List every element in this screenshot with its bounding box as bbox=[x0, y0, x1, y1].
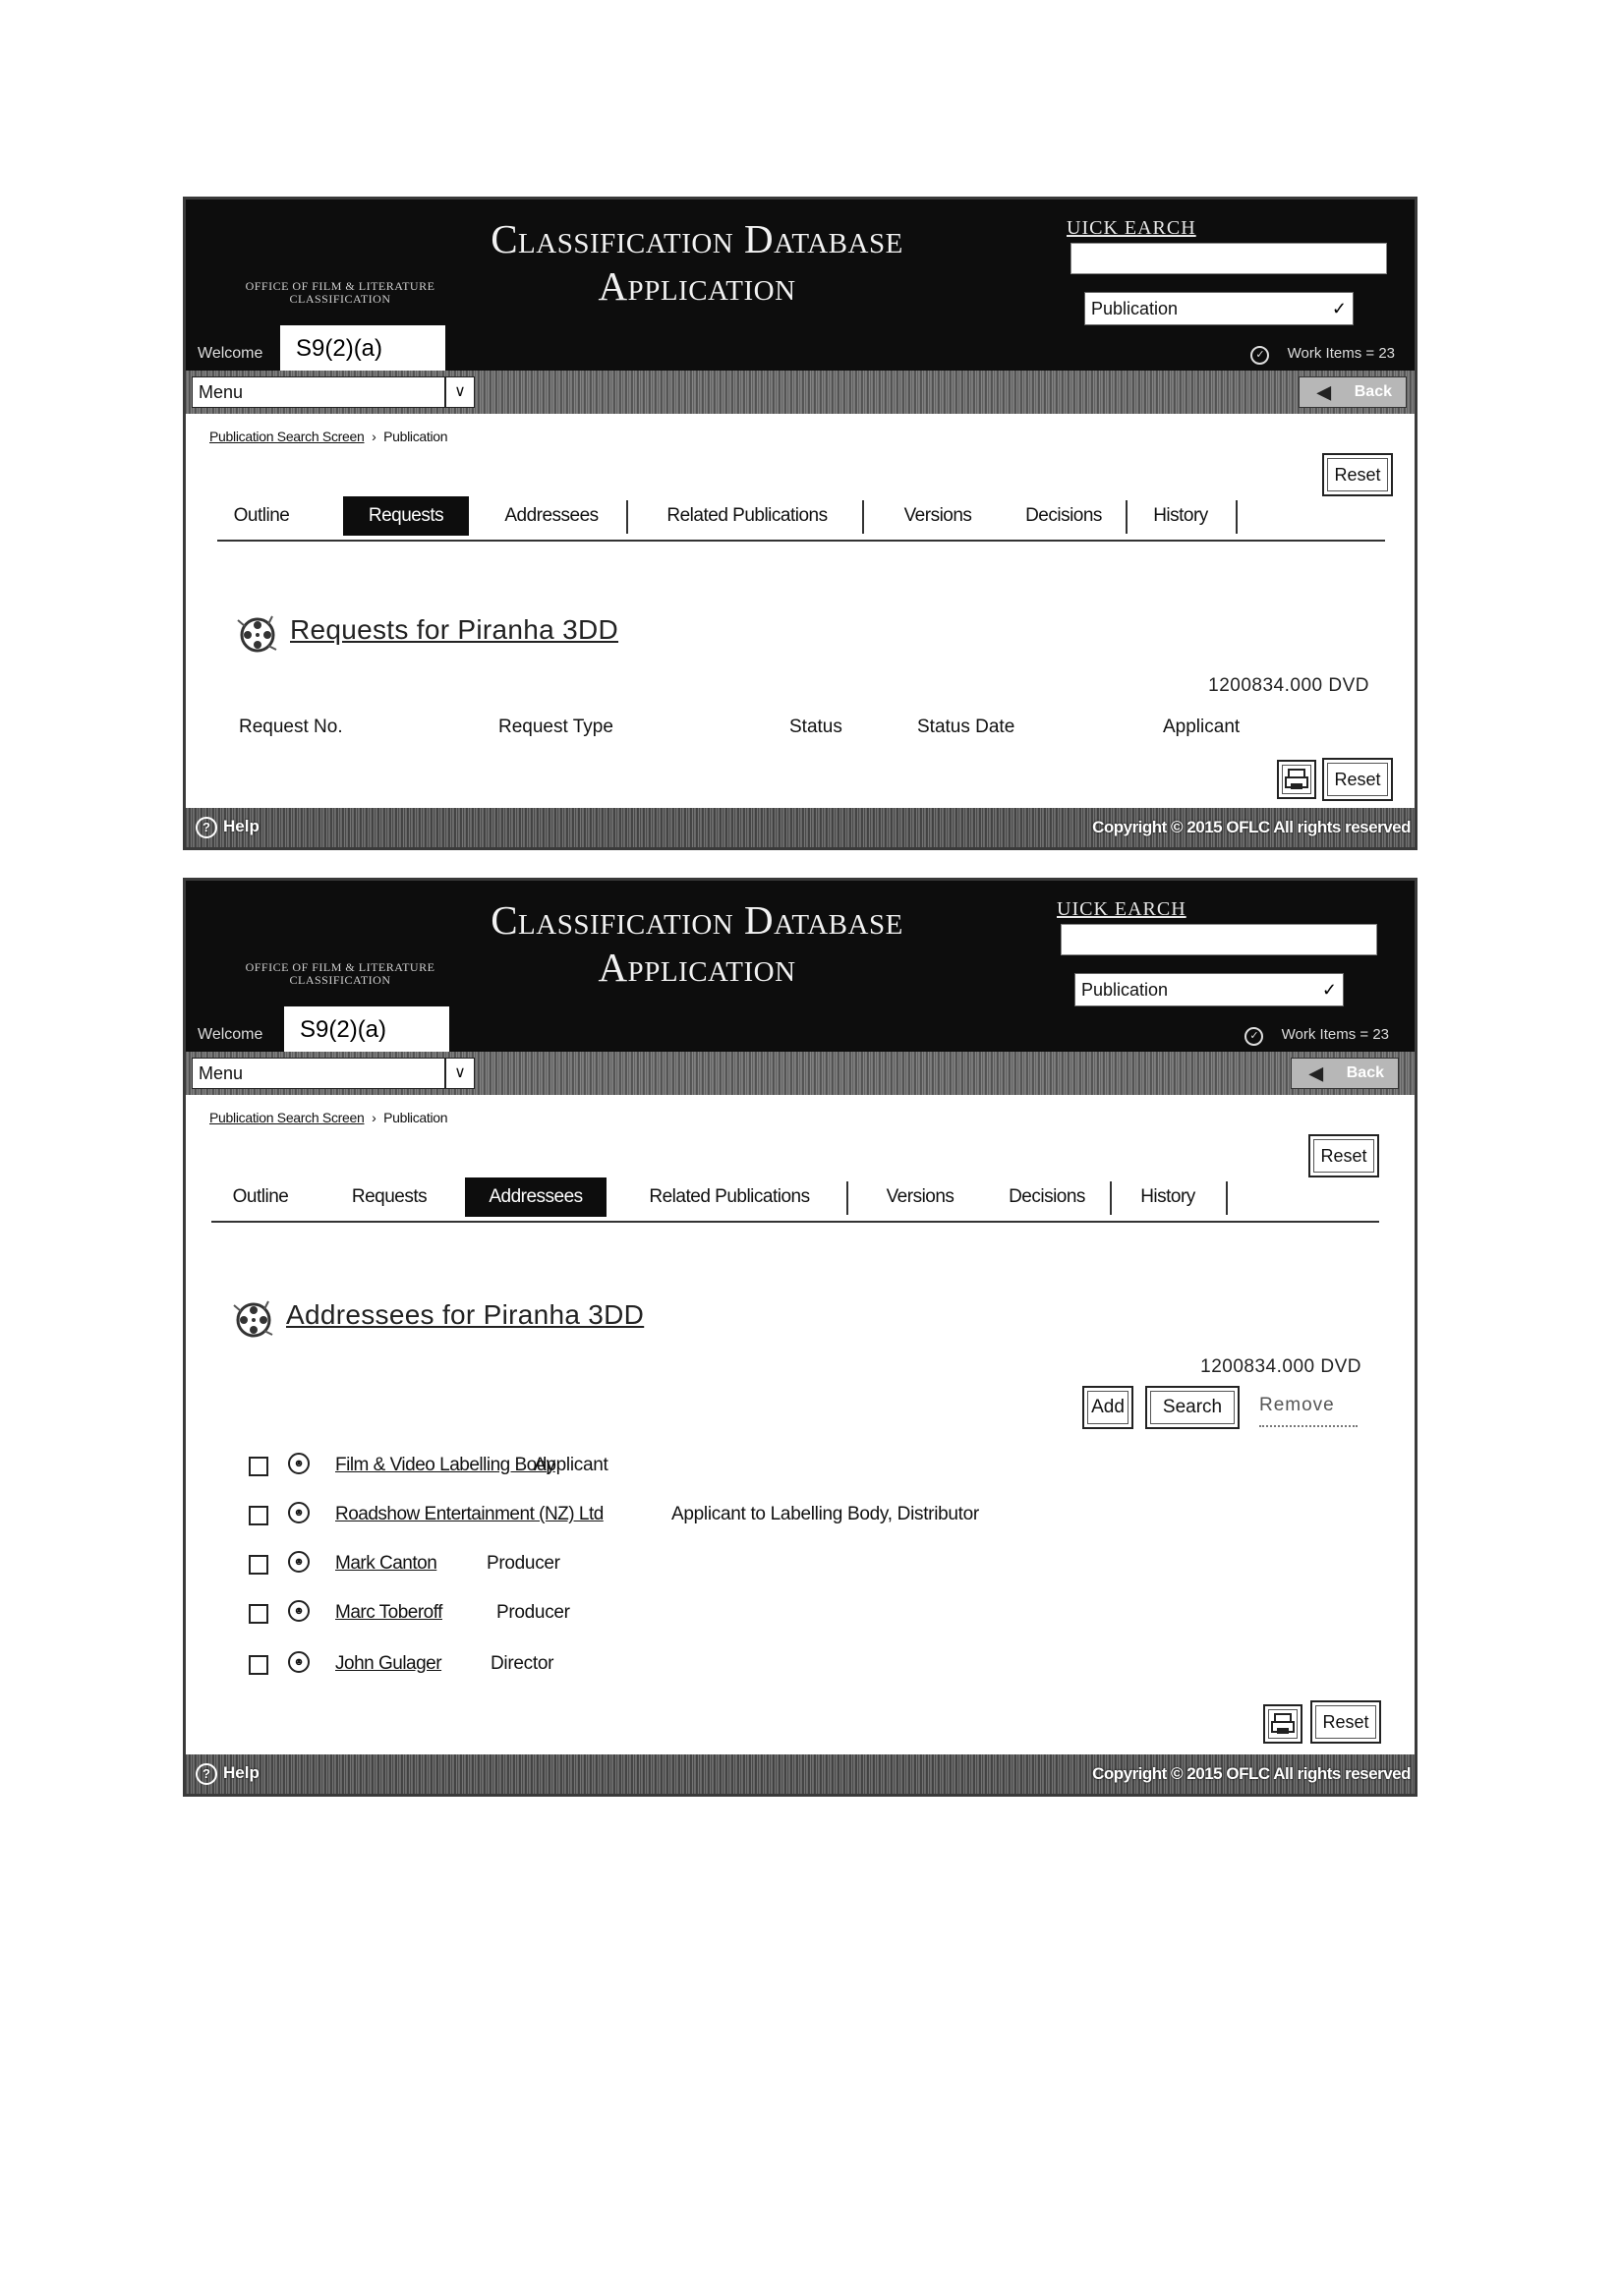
menu-select[interactable] bbox=[192, 376, 475, 408]
addressee-role: Producer bbox=[496, 1602, 570, 1623]
breadcrumb bbox=[209, 1110, 447, 1125]
tab-divider bbox=[1110, 1181, 1112, 1215]
column-header-request-no: Request No. bbox=[239, 717, 343, 737]
tab-versions[interactable]: Versions bbox=[886, 1186, 955, 1207]
app-header bbox=[186, 200, 1415, 337]
org-name-line2: CLASSIFICATION bbox=[289, 292, 391, 306]
app-title-line1: Classification Database bbox=[491, 897, 903, 943]
org-name-line2: CLASSIFICATION bbox=[289, 973, 391, 987]
back-button-label: Back bbox=[1354, 383, 1392, 400]
tab-versions[interactable]: Versions bbox=[903, 505, 972, 526]
search-button[interactable]: Search bbox=[1145, 1386, 1240, 1429]
tab-related-publications[interactable]: Related Publications bbox=[666, 505, 828, 526]
addressee-checkbox[interactable] bbox=[249, 1655, 268, 1675]
breadcrumb-current: Publication bbox=[383, 429, 448, 444]
section-title-text: Requests for Piranha 3DD bbox=[290, 614, 619, 645]
addressee-icon: ☻ bbox=[288, 1502, 310, 1523]
back-button[interactable] bbox=[1291, 1058, 1399, 1089]
back-button-label: Back bbox=[1346, 1064, 1384, 1081]
addressee-icon: ☻ bbox=[288, 1453, 310, 1474]
chevron-down-icon: ✓ bbox=[1331, 299, 1347, 318]
addressees-screen-panel bbox=[183, 878, 1418, 1797]
copyright-text: Copyright © 2015 OFLC All rights reserved bbox=[1092, 818, 1411, 836]
column-header-status: Status bbox=[789, 717, 842, 737]
search-type-value: Publication bbox=[1091, 299, 1179, 318]
menu-select-value: Menu bbox=[199, 1063, 244, 1083]
redaction-label: S9(2)(a) bbox=[284, 1006, 449, 1054]
add-button[interactable]: Add bbox=[1082, 1386, 1133, 1429]
tab-history[interactable]: History bbox=[1153, 505, 1208, 526]
app-title-line1: Classification Database bbox=[491, 216, 903, 261]
addressee-name-link[interactable]: Film & Video Labelling Body bbox=[335, 1455, 555, 1475]
app-title bbox=[432, 215, 962, 310]
search-type-select[interactable] bbox=[1084, 292, 1354, 325]
addressee-name-link[interactable]: Roadshow Entertainment (NZ) Ltd bbox=[335, 1504, 604, 1524]
tab-outline[interactable]: Outline bbox=[233, 505, 290, 526]
addressee-icon: ☻ bbox=[288, 1651, 310, 1673]
printer-icon bbox=[1265, 1706, 1301, 1742]
printer-icon bbox=[1279, 762, 1314, 797]
addressee-role: Producer bbox=[487, 1553, 560, 1574]
addressee-role: Applicant bbox=[534, 1455, 608, 1475]
tab-bar bbox=[217, 496, 1385, 542]
reset-button-bottom[interactable]: Reset bbox=[1310, 1700, 1381, 1744]
tab-addressees[interactable]: Addressees bbox=[465, 1177, 607, 1217]
work-items-count: Work Items = 23 bbox=[1281, 1026, 1389, 1043]
work-items-link[interactable] bbox=[1250, 345, 1395, 365]
app-title bbox=[432, 896, 962, 991]
org-name-line1: OFFICE OF FILM & LITERATURE bbox=[245, 960, 435, 974]
search-type-select[interactable] bbox=[1074, 973, 1344, 1006]
section-title-text: Addressees for Piranha 3DD bbox=[286, 1299, 645, 1330]
welcome-label: Welcome bbox=[198, 1026, 263, 1043]
breadcrumb-link-publication-search[interactable]: Publication Search Screen bbox=[209, 1110, 365, 1125]
addressee-icon: ☻ bbox=[288, 1600, 310, 1622]
org-name-line1: OFFICE OF FILM & LITERATURE bbox=[245, 279, 435, 293]
check-circle-icon: ✓ bbox=[1250, 346, 1269, 365]
addressee-checkbox[interactable] bbox=[249, 1604, 268, 1624]
addressee-checkbox[interactable] bbox=[249, 1555, 268, 1575]
addressee-name-link[interactable]: Marc Toberoff bbox=[335, 1602, 442, 1623]
tab-requests[interactable]: Requests bbox=[343, 496, 469, 536]
breadcrumb-link-publication-search[interactable]: Publication Search Screen bbox=[209, 429, 365, 444]
tab-outline[interactable]: Outline bbox=[232, 1186, 289, 1207]
app-header bbox=[186, 881, 1415, 1018]
tab-decisions[interactable]: Decisions bbox=[1025, 505, 1102, 526]
addressee-name-link[interactable]: Mark Canton bbox=[335, 1553, 437, 1574]
column-header-applicant: Applicant bbox=[1163, 717, 1241, 737]
addressee-name-link[interactable]: John Gulager bbox=[335, 1653, 442, 1674]
tab-divider bbox=[846, 1181, 848, 1215]
addressee-role: Director bbox=[491, 1653, 554, 1674]
tab-divider bbox=[1226, 1181, 1228, 1215]
back-arrow-icon: ◀ bbox=[1317, 382, 1331, 402]
requests-screen-panel bbox=[183, 197, 1418, 850]
check-circle-icon: ✓ bbox=[1244, 1027, 1263, 1046]
work-items-count: Work Items = 23 bbox=[1287, 345, 1395, 362]
tab-addressees[interactable]: Addressees bbox=[504, 505, 599, 526]
addressee-icon: ☻ bbox=[288, 1551, 310, 1573]
tab-divider bbox=[626, 500, 628, 534]
quick-search-input[interactable] bbox=[1070, 243, 1387, 274]
menu-select-value: Menu bbox=[199, 382, 244, 402]
film-reel-icon bbox=[233, 610, 282, 660]
work-items-link[interactable] bbox=[1244, 1026, 1389, 1046]
addressee-role: Applicant to Labelling Body, Distributor bbox=[671, 1504, 979, 1524]
quick-search-input[interactable] bbox=[1061, 924, 1377, 955]
help-link[interactable] bbox=[196, 1763, 260, 1785]
quick-search-label: UICK EARCH bbox=[1057, 898, 1186, 920]
menu-select[interactable] bbox=[192, 1058, 475, 1089]
film-reel-icon bbox=[229, 1295, 278, 1345]
menu-bar bbox=[186, 371, 1415, 414]
back-button[interactable] bbox=[1299, 376, 1407, 408]
chevron-down-icon: ∨ bbox=[444, 377, 474, 407]
help-label: Help bbox=[223, 1763, 260, 1782]
remove-button[interactable]: Remove bbox=[1259, 1386, 1358, 1427]
help-link[interactable] bbox=[196, 817, 260, 838]
addressee-checkbox[interactable] bbox=[249, 1506, 268, 1525]
breadcrumb-current: Publication bbox=[383, 1110, 448, 1125]
tab-bar bbox=[211, 1177, 1379, 1223]
redaction-label: S9(2)(a) bbox=[280, 325, 445, 373]
copyright-text: Copyright © 2015 OFLC All rights reserved bbox=[1092, 1764, 1411, 1783]
quick-search-label: UICK EARCH bbox=[1067, 217, 1196, 239]
print-button[interactable] bbox=[1263, 1704, 1302, 1744]
tab-requests[interactable]: Requests bbox=[351, 1186, 428, 1207]
footer-bar bbox=[186, 808, 1415, 847]
user-bar bbox=[186, 337, 1415, 371]
breadcrumb-separator: › bbox=[372, 1110, 376, 1125]
welcome-label: Welcome bbox=[198, 345, 263, 362]
help-icon: ? bbox=[196, 1763, 217, 1785]
reset-button-bottom[interactable]: Reset bbox=[1322, 758, 1393, 801]
breadcrumb bbox=[209, 429, 447, 444]
help-label: Help bbox=[223, 817, 260, 835]
column-header-request-type: Request Type bbox=[498, 717, 613, 737]
back-arrow-icon: ◀ bbox=[1309, 1063, 1323, 1083]
chevron-down-icon: ✓ bbox=[1321, 980, 1337, 1000]
addressee-checkbox[interactable] bbox=[249, 1457, 268, 1476]
app-title-line2: Application bbox=[598, 263, 796, 309]
tab-decisions[interactable]: Decisions bbox=[1009, 1186, 1085, 1207]
tab-divider bbox=[1236, 500, 1238, 534]
search-type-value: Publication bbox=[1081, 980, 1169, 1000]
user-bar bbox=[186, 1018, 1415, 1052]
footer-bar bbox=[186, 1754, 1415, 1794]
help-icon: ? bbox=[196, 817, 217, 838]
publication-number: 1200834.000 DVD bbox=[1208, 675, 1369, 696]
reset-button-top[interactable]: Reset bbox=[1308, 1134, 1379, 1177]
publication-number: 1200834.000 DVD bbox=[1200, 1356, 1361, 1377]
chevron-down-icon: ∨ bbox=[444, 1059, 474, 1088]
breadcrumb-separator: › bbox=[372, 429, 376, 444]
print-button[interactable] bbox=[1277, 760, 1316, 799]
tab-divider bbox=[862, 500, 864, 534]
app-title-line2: Application bbox=[598, 945, 796, 990]
tab-history[interactable]: History bbox=[1140, 1186, 1195, 1207]
menu-bar bbox=[186, 1052, 1415, 1095]
tab-divider bbox=[1126, 500, 1128, 534]
column-header-status-date: Status Date bbox=[917, 717, 1015, 737]
reset-button-top[interactable]: Reset bbox=[1322, 453, 1393, 496]
tab-related-publications[interactable]: Related Publications bbox=[649, 1186, 810, 1207]
